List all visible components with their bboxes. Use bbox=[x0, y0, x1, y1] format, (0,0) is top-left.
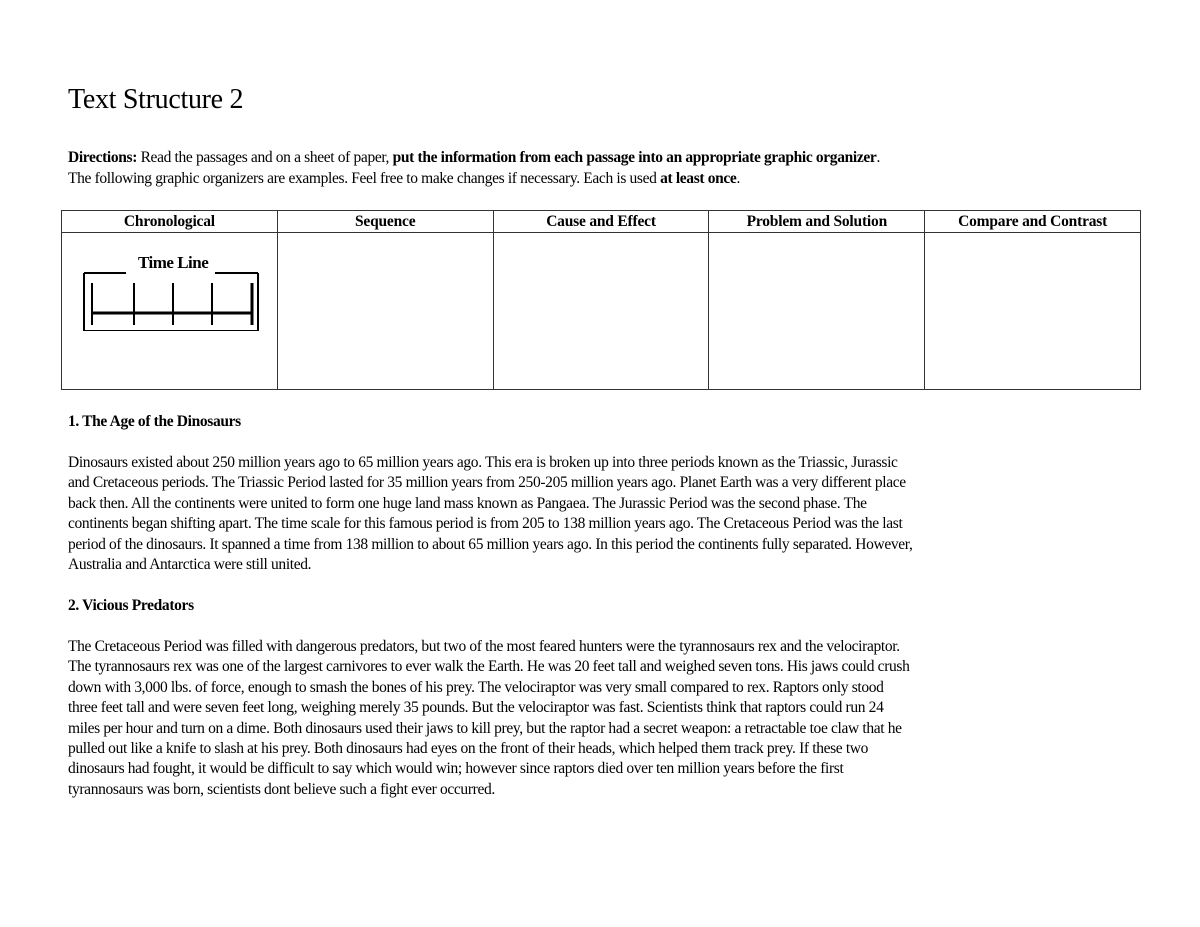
text-line: continents began shifting apart. The time scale for this famous period is from 205 to 138 million years ago. The Cretaceous Period was the last bbox=[68, 515, 903, 533]
header-problem-solution: Problem and Solution bbox=[709, 211, 925, 233]
passage-2-heading: 2. Vicious Predators bbox=[68, 597, 194, 614]
graphic-organizer-table bbox=[61, 210, 1141, 390]
text-line: miles per hour and turn on a dime. Both dinosaurs used their jaws to kill prey, but the raptor had a secret weapon: a retractable toe claw that he bbox=[68, 719, 902, 737]
text-line: period of the dinosaurs. It spanned a time from 138 million to about 65 million years ago. In this period the continents fully separated. However, bbox=[68, 535, 913, 553]
text-line: down with 3,000 lbs. of force, enough to smash the bones of his prey. The velociraptor was very small compared to rex. Raptors only stood bbox=[68, 678, 884, 696]
timeline-label: Time Line bbox=[138, 253, 209, 272]
text-line: three feet tall and were seven feet long, weighing merely 35 pounds. But the velociraptor was fast. Scientists think that raptors could run 24 bbox=[68, 699, 884, 717]
text-line: Australia and Antarctica were still united. bbox=[68, 556, 312, 574]
directions-label: Directions: bbox=[68, 149, 138, 166]
header-chronological: Chronological bbox=[62, 211, 278, 233]
header-compare-contrast: Compare and Contrast bbox=[925, 211, 1141, 233]
text-line: The Cretaceous Period was filled with dangerous predators, but two of the most feared hunters were the tyrannosaurs rex and the velociraptor. bbox=[68, 638, 900, 655]
directions-line-2 bbox=[68, 169, 740, 189]
directions-text: . bbox=[736, 170, 740, 187]
directions-text: The following graphic organizers are examples. Feel free to make changes if necessary. Each is used bbox=[68, 170, 661, 187]
cell-problem-solution bbox=[709, 233, 925, 390]
cell-sequence bbox=[277, 233, 493, 390]
passage-1-heading: 1. The Age of the Dinosaurs bbox=[68, 413, 241, 430]
page-title: Text Structure 2 bbox=[68, 84, 244, 115]
text-line: Dinosaurs existed about 250 million years ago to 65 million years ago. This era is broken up into three periods known as the Triassic, Jurassic bbox=[68, 454, 898, 471]
directions-line-1 bbox=[68, 148, 880, 168]
directions-emphasis: at least once bbox=[660, 170, 737, 187]
cell-chronological bbox=[62, 233, 278, 390]
timeline-diagram bbox=[82, 251, 260, 331]
directions-text: Read the passages and on a sheet of paper, bbox=[137, 149, 393, 166]
header-cause-effect: Cause and Effect bbox=[493, 211, 709, 233]
passage-2-body bbox=[68, 637, 910, 800]
text-line: The tyrannosaurs rex was one of the largest carnivores to ever walk the Earth. He was 20 feet tall and weighed seven tons. His jaws could crush bbox=[68, 658, 910, 676]
text-line: tyrannosaurs was born, scientists dont believe such a fight ever occurred. bbox=[68, 780, 495, 798]
cell-cause-effect bbox=[493, 233, 709, 390]
text-line: dinosaurs had fought, it would be difficult to say which would win; however since raptors died over ten million years before the first bbox=[68, 760, 844, 778]
passage-1-body bbox=[68, 453, 913, 575]
cell-compare-contrast bbox=[925, 233, 1141, 390]
directions-text: . bbox=[876, 149, 880, 166]
text-line: back then. All the continents were united to form one huge land mass known as Pangaea. The Jurassic Period was the second phase. The bbox=[68, 494, 867, 512]
header-sequence: Sequence bbox=[277, 211, 493, 233]
text-line: and Cretaceous periods. The Triassic Period lasted for 35 million years from 250-205 million years ago. Planet Earth was a very different place bbox=[68, 474, 906, 492]
directions-emphasis: put the information from each passage into an appropriate graphic organizer bbox=[392, 149, 877, 166]
text-line: pulled out like a knife to slash at his prey. Both dinosaurs had eyes on the front of their heads, which helped them track prey. If these two bbox=[68, 740, 869, 758]
